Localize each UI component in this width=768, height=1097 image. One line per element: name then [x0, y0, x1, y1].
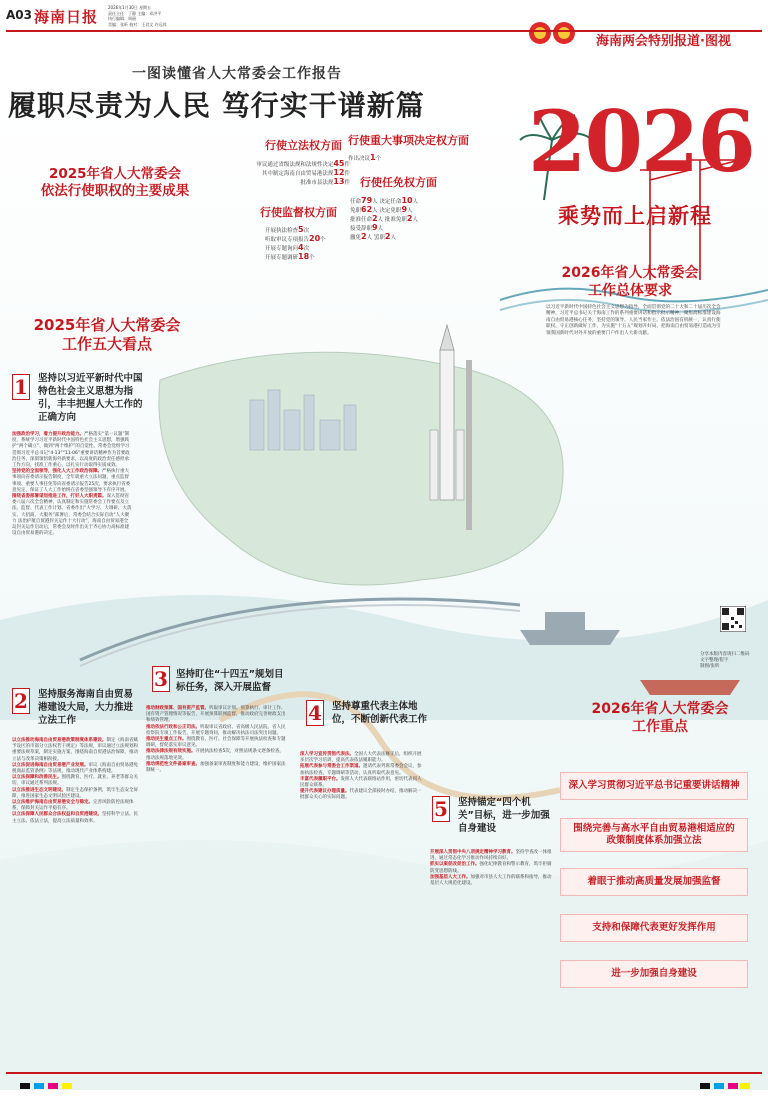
- highlights-title: [12, 316, 202, 354]
- stat-text: 作出决议: [348, 156, 371, 162]
- stat-number: 18: [298, 252, 310, 261]
- paragraph-heading: 以立法保障和改善民生。: [12, 775, 62, 781]
- stat-unit: 人: [372, 208, 378, 214]
- point-paragraph: [12, 494, 132, 537]
- point-title: 坚持以习近平新时代中国特色社会主义思想为指引，丰丰把握人大工作的正确方向: [38, 373, 143, 423]
- legislation-title: 行使立法权方面: [265, 139, 342, 152]
- requirements-title: [560, 264, 700, 300]
- focus-item: 支持和保障代表更好发挥作用: [560, 914, 748, 942]
- requirements-text: 以习近平新时代中国特色社会主义思想为指导，全面贯彻党的二十大和二十届历次全会精神，习近平总书记关于海南工作的系列重要讲话和指示批示精神，聚焦高标准建设海南自由贸易港核心任务，坚持党的领导、人民当家作主、依法治国有机统一，认真行使职权，守正创新做好工作，为实施“十五五”规划开好局、把海南自由贸易港打造成为引领我国新时代对外开放的重要门户作出人大新贡献。: [546, 305, 721, 336]
- stat-unit: 件: [344, 171, 350, 177]
- point-body: [12, 432, 132, 537]
- kicker-title: 一图读懂省人大常委会工作报告: [132, 66, 342, 82]
- stat-number: 4: [298, 243, 304, 252]
- stat-text: 批准任命: [350, 217, 373, 223]
- paragraph-text: 坚持科学立法、民主立法、依法立法，提高立法质量和效率。: [12, 812, 138, 824]
- paragraph-heading: 拓展代表参与常委会工作渠道。: [300, 764, 363, 770]
- appointment-block: [360, 174, 500, 190]
- stat-number: 2: [372, 214, 378, 223]
- supervision-stats: [265, 226, 375, 262]
- paragraph-text: 代表建议全部按时办结，推动解决一批群众关心的实际问题。: [300, 789, 422, 801]
- qr-code-icon[interactable]: [720, 606, 746, 632]
- stat-unit: 人: [390, 235, 396, 241]
- legislation-stats: [200, 160, 350, 187]
- paragraph-text: 坚持学查改一体推进，通过常态化学习推动作风持续向好。: [430, 850, 552, 862]
- point-paragraph: [146, 725, 286, 737]
- credit-line: 文字整理/崔宇: [700, 658, 729, 663]
- stat-line: [348, 154, 469, 163]
- credit-line: 分享本版内容请扫二维码: [700, 652, 750, 657]
- point-paragraph: [430, 850, 554, 862]
- paragraph-heading: 以立法维护海南自由贸易港安全与稳定。: [12, 800, 93, 806]
- stat-unit: 次: [303, 228, 310, 234]
- stat-line: [265, 253, 375, 262]
- stat-text: 批准市县法规: [300, 180, 334, 186]
- paragraph-heading: 以立法推动海南自由贸易港政策制度体系建设。: [12, 738, 107, 743]
- paragraph-text: 完善风险防控法规体系，保障封关运作平稳有序。: [12, 800, 134, 812]
- paragraph-heading: 深入学习宣传贯彻代表法。: [300, 752, 354, 757]
- point-paragraph: [12, 788, 138, 800]
- highlights-title-line: 工作五大看点: [61, 335, 152, 353]
- paragraph-text: 全国人大代表法修正后，组织开展多层次学习培训，提高代表依法履职能力。: [300, 752, 422, 764]
- stat-unit: 个: [320, 237, 326, 243]
- point-title: 坚持盯住“十四五”规划目标任务，深入开展监督: [176, 669, 284, 693]
- point-paragraph: [12, 469, 132, 494]
- stat-text: 批准免职: [384, 217, 407, 223]
- point-paragraph: [146, 762, 286, 774]
- paragraph-heading: 推动民生重点工作。: [146, 737, 187, 743]
- paragraph-text: 加强备案审查制度和能力建设，维护国家法制统一。: [146, 761, 286, 774]
- meta-line: 责任主任：丁静 主编：邓洪平: [108, 10, 162, 16]
- paragraph-heading: 围绕省委部署谋划推进工作，打好人大职责篇。: [12, 494, 107, 500]
- paragraph-heading: 开展深入贯彻中央八项规定精神学习教育。: [430, 850, 516, 855]
- stat-text: 开展执法检查: [265, 228, 299, 234]
- stat-unit: 人: [377, 226, 384, 232]
- paragraph-text: 发挥人大代表联络站作用，密切代表同人民群众联系。: [300, 776, 422, 789]
- hero-year: 2026: [528, 92, 754, 191]
- stat-unit: 个: [375, 156, 382, 162]
- paragraph-heading: 提升代表建议办理质量。: [300, 789, 350, 795]
- point-title: 坚持锚定“四个机关”目标，进一步加强自身建设: [458, 797, 550, 834]
- stat-line: [200, 169, 350, 178]
- paragraph-text: 加强对市县人大工作的联系和指导，推动基层人大规范化建设。: [430, 874, 552, 887]
- stat-text: 决定免职: [379, 208, 402, 214]
- stat-unit: 个: [309, 255, 315, 261]
- point-number: 1: [12, 374, 30, 400]
- paragraph-text: 围绕教育、医疗、就业、养老等群众关切，审议通过系列法规。: [12, 775, 138, 787]
- results-title-line: 2025年省人大常委会: [48, 166, 182, 182]
- stat-unit: 人: [372, 199, 378, 205]
- point-paragraph: [12, 763, 138, 775]
- point-paragraph: [12, 432, 132, 469]
- results-title: [20, 166, 210, 200]
- stat-text: 决定任命: [379, 199, 402, 205]
- paragraph-text: 严格落实“第一议题”制度，系统学习习近平新时代中国特色社会主义思想，增强践护“两个确立”、做到“两个维护”的自觉性。常委会党组学习贯彻习近平总书记“4·13”“11·06”重要讲话精神作为首要政治任务，深刻领悟新海外新要求，以高度的政治责任感担承工作方向，找准工作重心，以扎实行动取得实质成效。: [12, 432, 130, 469]
- point-number: 4: [306, 700, 324, 726]
- credit-line: 制图/张昕: [700, 664, 720, 669]
- focus-title-line: 工作重点: [632, 719, 688, 735]
- point-title: 坚持服务海南自由贸易港建设大局，大力推进立法工作: [38, 689, 134, 726]
- paragraph-heading: 以立法推进生态文明建设。: [12, 787, 66, 793]
- stat-number: 1: [370, 153, 376, 162]
- paragraph-text: 严格执行重大事项向省委请示报告制度，全年就重大立法问题、重点监督事项、重要人事任免等向省委请示报告25次，要求执行省委意见定，保证了人大工作始终在省委坚强领导下有序开展。: [12, 469, 131, 493]
- stat-text: 开展专题调研: [265, 255, 299, 261]
- stat-line: [350, 197, 500, 206]
- stat-number: 9: [372, 223, 378, 232]
- focus-item: 围绕完善与高水平自由贸易港相适应的政策制度体系加强立法: [560, 818, 748, 852]
- point-paragraph: [146, 737, 286, 749]
- decisions-title: 行使重大事项决定权方面: [348, 134, 469, 147]
- point-number: 5: [432, 796, 450, 822]
- point-body: [430, 850, 554, 887]
- paragraph-text: 听取审议省政府、省高级人民法院、省人民检察院专项工作报告，开展专题询问，推动解决执法司法突出问题。: [146, 724, 286, 736]
- appointment-title: 行使任免权方面: [360, 176, 437, 189]
- paragraph-heading: 推动财政预算、国有资产监管。: [146, 706, 209, 711]
- stat-number: 2: [406, 214, 413, 223]
- print-registration-marks: [20, 1082, 750, 1090]
- point-paragraph: [300, 789, 424, 801]
- highlights-title-line: 2025年省人大常委会: [33, 316, 181, 334]
- stat-unit: 件: [344, 162, 350, 168]
- stat-number: 10: [401, 196, 413, 205]
- newspaper-logo: 海南日报: [34, 8, 99, 26]
- stat-number: 2: [361, 232, 367, 241]
- point-body: [12, 738, 138, 825]
- stat-number: 13: [333, 177, 345, 186]
- decisions-block: [348, 132, 469, 163]
- page-number: A03: [6, 8, 32, 22]
- stat-number: 79: [361, 196, 373, 205]
- stat-number: 20: [309, 234, 321, 243]
- stat-line: [265, 235, 375, 244]
- point-paragraph: [430, 875, 554, 887]
- paragraph-heading: 以立法促进海南自由贸易港产业发展。: [12, 762, 89, 768]
- paragraph-text: 听取审议计划、预算执行、审计工作、国有资产管理情况等报告，开展预算联网监督，推动政府完善财政支出和绩效管理。: [146, 706, 286, 724]
- footer-rule: [6, 1072, 762, 1074]
- focus-title: [580, 700, 740, 736]
- stat-number: 2: [384, 232, 391, 241]
- stat-text: 开展专题询问: [265, 246, 299, 252]
- focus-title-line: 2026年省人大常委会: [591, 701, 729, 717]
- meta-line: 2026年1月30日 星期五: [108, 5, 152, 10]
- paragraph-heading: 加强政治学习，着力提升政治能力。: [12, 432, 84, 437]
- stat-text: 撤免: [350, 235, 362, 241]
- meta-line: 美编：张昕 校对：王君文 许远邦: [108, 21, 167, 27]
- point-title: 坚持尊重代表主体地位，不断创新代表工作: [332, 701, 428, 725]
- point-paragraph: [430, 862, 554, 874]
- congress-emblem-icon: [528, 18, 576, 48]
- paragraph-text: 审议《海南自由贸易港免税商品监管条例》等法规，推动现代产业体系构建。: [12, 762, 138, 775]
- stat-unit: 人: [407, 208, 413, 214]
- stat-unit: 人: [412, 199, 419, 205]
- point-body: [300, 752, 424, 802]
- stat-text: 罢职: [373, 235, 385, 241]
- point-paragraph: [12, 812, 138, 824]
- paragraph-text: 邀请代表列席常委会会议，参加执法检查、专题调研等活动，认真听取代表意见。: [300, 764, 422, 776]
- paragraph-heading: 坚持党的全面领导，强化人大工作政治保障。: [12, 469, 102, 475]
- paragraph-heading: 加强基层人大工作。: [430, 874, 471, 880]
- stat-text: 免职: [350, 208, 362, 214]
- paragraph-text: 深入贯彻省委八届六次全会精神，认真制定和实施常委会工作要点及立法、监督、代表工作计划。省委作出“大学习、大调研、大落实、大招商、大服务”部署后，常委会结合实际启动“人大聚力 法治护航自贸港封关运作十大行动”，海南自由贸易港全岛封关运作启动后，常委会及时作出关于齐心协力高标准建设自由贸易港的决定。: [12, 494, 132, 537]
- supervision-title: 行使监督权方面: [260, 206, 337, 219]
- stat-number: 12: [333, 168, 345, 177]
- stat-line: [265, 244, 375, 253]
- point-paragraph: [12, 800, 138, 812]
- paragraph-heading: 以立法保障人民群众合法权益和自贸港建设。: [12, 812, 102, 818]
- point-paragraph: [146, 706, 286, 725]
- point-number: 2: [12, 688, 30, 714]
- stat-unit: 次: [303, 246, 310, 252]
- results-title-line: 依法行使职权的主要成果: [40, 183, 190, 199]
- point-paragraph: [12, 738, 138, 763]
- paragraph-heading: 推动规范性文件备案审查。: [146, 761, 200, 767]
- paragraph-text: 制定生态保护条例，筑牢生态安全屏障，推进国家生态文明试验区建设。: [12, 787, 138, 799]
- stat-text: 其中制定海南自由贸易港法规: [261, 171, 334, 177]
- point-paragraph: [300, 752, 424, 764]
- stat-text: 审议通过省级法规和法规性决定: [256, 162, 334, 168]
- issue-meta: [108, 5, 188, 27]
- hero-slogan: 乘势而上启新程: [558, 204, 712, 228]
- point-number: 3: [152, 666, 170, 692]
- paragraph-heading: 抓实以案促改促治工作。: [430, 862, 480, 868]
- requirements-title-line: 工作总体要求: [588, 283, 672, 299]
- paragraph-text: 强化纪律教育和警示教育，筑牢拒腐防变思想防线。: [430, 862, 552, 874]
- focus-item: 着眼于推动高质量发展加强监督: [560, 868, 748, 896]
- stat-text: 接受辞职: [350, 226, 373, 232]
- stat-number: 62: [361, 205, 373, 214]
- focus-item: 进一步加强自身建设: [560, 960, 748, 988]
- paragraph-heading: 推动依法行政和公正司法。: [146, 724, 200, 730]
- special-report-label: 海南两会特别报道·图视: [596, 34, 731, 49]
- supervision-block: [260, 204, 337, 220]
- page-title: 履职尽责为人民 笃行实干谱新篇: [8, 89, 425, 122]
- stat-number: 9: [401, 205, 408, 214]
- point-paragraph: [146, 749, 286, 761]
- stat-line: [200, 178, 350, 187]
- stat-text: 听取审议专项报告: [265, 237, 310, 243]
- stat-number: 5: [298, 225, 304, 234]
- stat-text: 任命: [350, 199, 362, 205]
- point-paragraph: [12, 775, 138, 787]
- header-rule: [6, 30, 762, 32]
- focus-item: 深入学习贯彻习近平总书记重要讲话精神: [560, 772, 748, 800]
- stat-unit: 人: [366, 235, 373, 241]
- point-paragraph: [300, 777, 424, 789]
- stat-line: [200, 160, 350, 169]
- meta-line: 执行编辑：周丽: [108, 16, 136, 22]
- point-paragraph: [300, 764, 424, 776]
- paragraph-text: 围绕教育、医疗、社会保障等开展执法检查和专题调研，督促落实审议意见。: [146, 737, 286, 749]
- paragraph-text: 开展执法检查5次，对照法规条文逐条检查，推动法规落地见效。: [146, 749, 284, 761]
- paragraph-heading: 推动法律法规有效实施。: [146, 749, 196, 755]
- point-body: [146, 706, 286, 774]
- stat-unit: 件: [344, 180, 350, 186]
- stat-unit: 人: [377, 217, 384, 223]
- requirements-title-line: 2026年省人大常委会: [561, 265, 699, 281]
- paragraph-heading: 丰富代表履职平台。: [300, 776, 341, 782]
- stat-number: 45: [333, 159, 345, 168]
- paragraph-text: 制定《海南省赋予设区的市部分立法权若干规定》等法规，审议通过立法规划和重要法规草案，制定实施方案，围绕海南自贸港法治保障，推动立法与改革决策相衔接。: [12, 738, 138, 762]
- legislation-block: [232, 137, 342, 153]
- stat-unit: 人: [412, 217, 418, 223]
- credit-block: [700, 652, 766, 670]
